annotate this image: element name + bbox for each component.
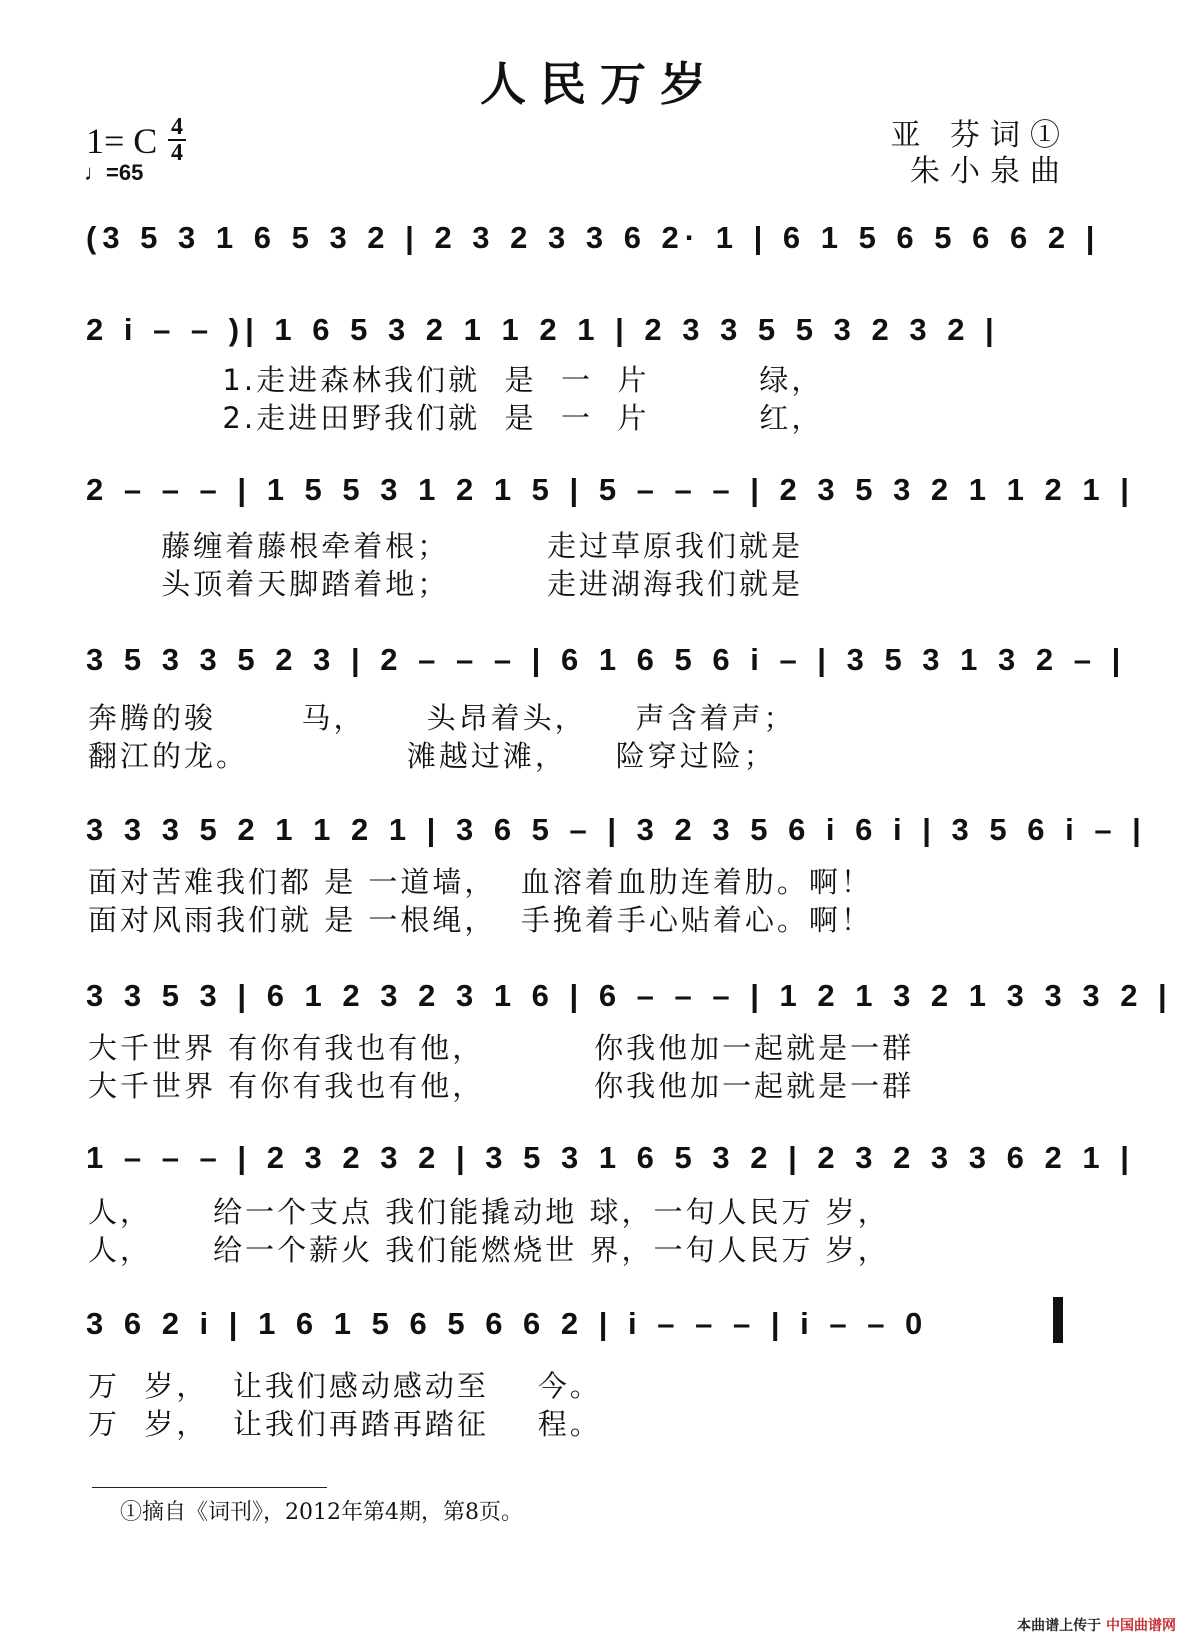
lyric-line-3-verse-1: 藤缠着藤根牵着根； 走过草原我们就是 [88,529,804,563]
notation-line-5: 3 3 3 5 2 1 1 2 1 | 3 6 5 – | 3 2 3 5 6 i 6 i | 3 5 6 i – | [86,812,1147,847]
lyric-line-4-verse-2: 翻江的龙。 滩越过滩， 险穿过险； [88,739,776,773]
final-barline [1053,1297,1063,1343]
lyric-line-8-verse-1: 万 岁， 让我们感动感动至 今。 [88,1369,602,1403]
composer-credit: 朱小泉曲 [910,154,1070,189]
notation-line-4: 3 5 3 3 5 2 3 | 2 – – – | 6 1 6 5 6 i – | 3 5 3 1 3 2 – | [86,642,1127,677]
lyric-line-6-verse-1: 大千世界 有你有我也有他， 你我他加一起就是一群 [88,1031,915,1065]
notation-line-7: 1 – – – | 2 3 2 3 2 | 3 5 3 1 6 5 3 2 | 2 3 2 3 3 6 2 1 | [86,1140,1135,1175]
time-signature [168,116,186,164]
lyric-line-5-verse-2: 面对风雨我们就 是 一根绳， 手挽着手心贴着心。啊！ [88,903,873,937]
notation-line-6: 3 3 5 3 | 6 1 2 3 2 3 1 6 | 6 – – – | 1 2 1 3 2 1 3 3 3 2 | [86,978,1173,1013]
lyric-line-4-verse-1: 奔腾的骏 马， 头昂着头， 声含着声； [88,701,796,735]
watermark-brand: 中国曲谱网 [1106,1618,1176,1634]
key-signature: 1= C [86,121,158,161]
lyricist-credit: 亚 芬词① [890,118,1070,153]
lyric-line-7-verse-1: 人， 给一个支点 我们能撬动地 球，一句人民万 岁， [88,1195,890,1229]
time-signature-bottom: 4 [171,140,183,166]
lyric-line-5-verse-1: 面对苦难我们都 是 一道墙， 血溶着血肋连着肋。啊！ [88,865,873,899]
notation-line-8: 3 6 2 i | 1 6 1 5 6 5 6 6 2 | i – – – | i – – 0 [86,1306,929,1341]
song-title: 人民万岁 [480,57,720,111]
tempo-marking: ♩=65 [84,160,144,185]
lyric-line-8-verse-2: 万 岁， 让我们再踏再踏征 程。 [88,1407,602,1441]
footnote-divider [92,1487,327,1488]
lyric-line-7-verse-2: 人， 给一个薪火 我们能燃烧世 界，一句人民万 岁， [88,1233,890,1267]
footnote: ①摘自《词刊》，2012年第4期，第8页。 [120,1500,523,1525]
site-watermark [1017,1615,1176,1635]
lyric-line-3-verse-2: 头顶着天脚踏着地； 走进湖海我们就是 [88,567,804,601]
notation-line-3: 2 – – – | 1 5 5 3 1 2 1 5 | 5 – – – | 2 3 5 3 2 1 1 2 1 | [86,472,1135,507]
watermark-prefix: 本曲谱上传于 [1017,1618,1102,1634]
lyric-line-2-verse-2: 2.走进田野我们就 是 一 片 红， [88,401,824,435]
notation-line-2: 2 i – – )| 1 6 5 3 2 1 1 2 1 | 2 3 3 5 5 3 2 3 2 | [86,312,1000,347]
time-signature-top: 4 [171,114,183,140]
notation-line-1: (3 5 3 1 6 5 3 2 | 2 3 2 3 3 6 2· 1 | 6 1 5 6 5 6 6 2 | [86,220,1101,255]
lyric-line-2-verse-1: 1.走进森林我们就 是 一 片 绿， [88,363,824,397]
lyric-line-6-verse-2: 大千世界 有你有我也有他， 你我他加一起就是一群 [88,1069,915,1103]
